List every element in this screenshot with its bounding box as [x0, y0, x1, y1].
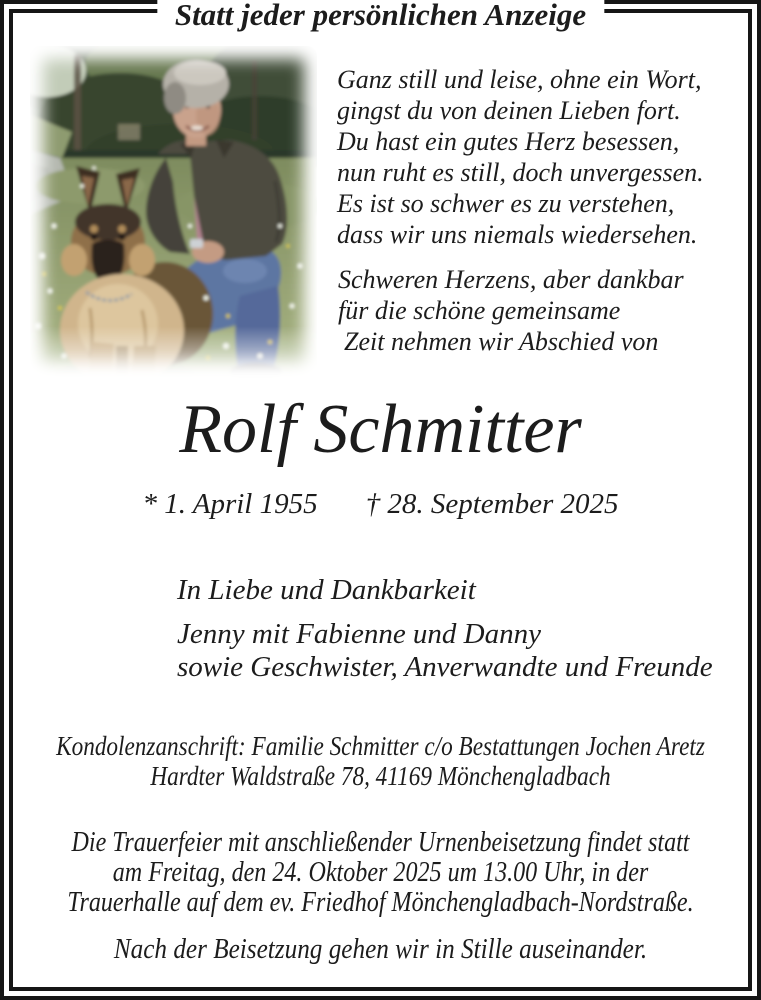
mourners-line: Jenny mit Fabienne und Danny [177, 618, 542, 650]
condolence-address [0, 731, 761, 791]
memorial-photo [30, 46, 317, 378]
photo-vignette [28, 44, 319, 380]
death-date: † 28. September 2025 [365, 488, 619, 520]
memorial-poem [337, 64, 704, 250]
condolence-line: Hardter Waldstraße 78, 41169 Mönchengladbach [150, 761, 611, 791]
poem-line: nun ruht es still, doch unvergessen. [337, 158, 704, 187]
funeral-line: am Freitag, den 24. Oktober 2025 um 13.00 Uhr, in der [112, 857, 649, 888]
notice-header: Statt jeder persönlichen Anzeige [157, 0, 604, 35]
poem-line: Ganz still und leise, ohne ein Wort, [337, 65, 702, 94]
mourners-line: sowie Geschwister, Anverwandte und Freunde [177, 651, 713, 683]
funeral-line: Die Trauerfeier mit anschließender Urnenbeisetzung findet statt [71, 827, 690, 858]
deceased-name: Rolf Schmitter [179, 391, 582, 468]
poem-line: gingst du von deinen Lieben fort. [337, 96, 681, 125]
farewell-line: für die schöne gemeinsame [338, 296, 621, 325]
poem-line: Du hast ein gutes Herz besessen, [337, 127, 680, 156]
funeral-line: Trauerhalle auf dem ev. Friedhof Mönchengladbach-Nordstraße. [67, 887, 694, 918]
closing-text: Nach der Beisetzung gehen wir in Stille auseinander. [113, 934, 648, 965]
closing-line [0, 934, 761, 966]
farewell-line: Schweren Herzens, aber dankbar [338, 265, 684, 294]
life-dates [0, 487, 761, 521]
birth-date: * 1. April 1955 [142, 488, 318, 520]
poem-line: dass wir uns niemals wiedersehen. [337, 220, 698, 249]
condolence-line: Kondolenzanschrift: Familie Schmitter c/o Bestattungen Jochen Aretz [56, 731, 705, 761]
farewell-line: Zeit nehmen wir Abschied von [344, 327, 659, 356]
mourners-block [177, 574, 713, 684]
funeral-info [0, 828, 761, 918]
mourners-intro: In Liebe und Dankbarkeit [177, 574, 476, 606]
poem-line: Es ist so schwer es zu verstehen, [337, 189, 675, 218]
farewell-text [338, 264, 684, 357]
